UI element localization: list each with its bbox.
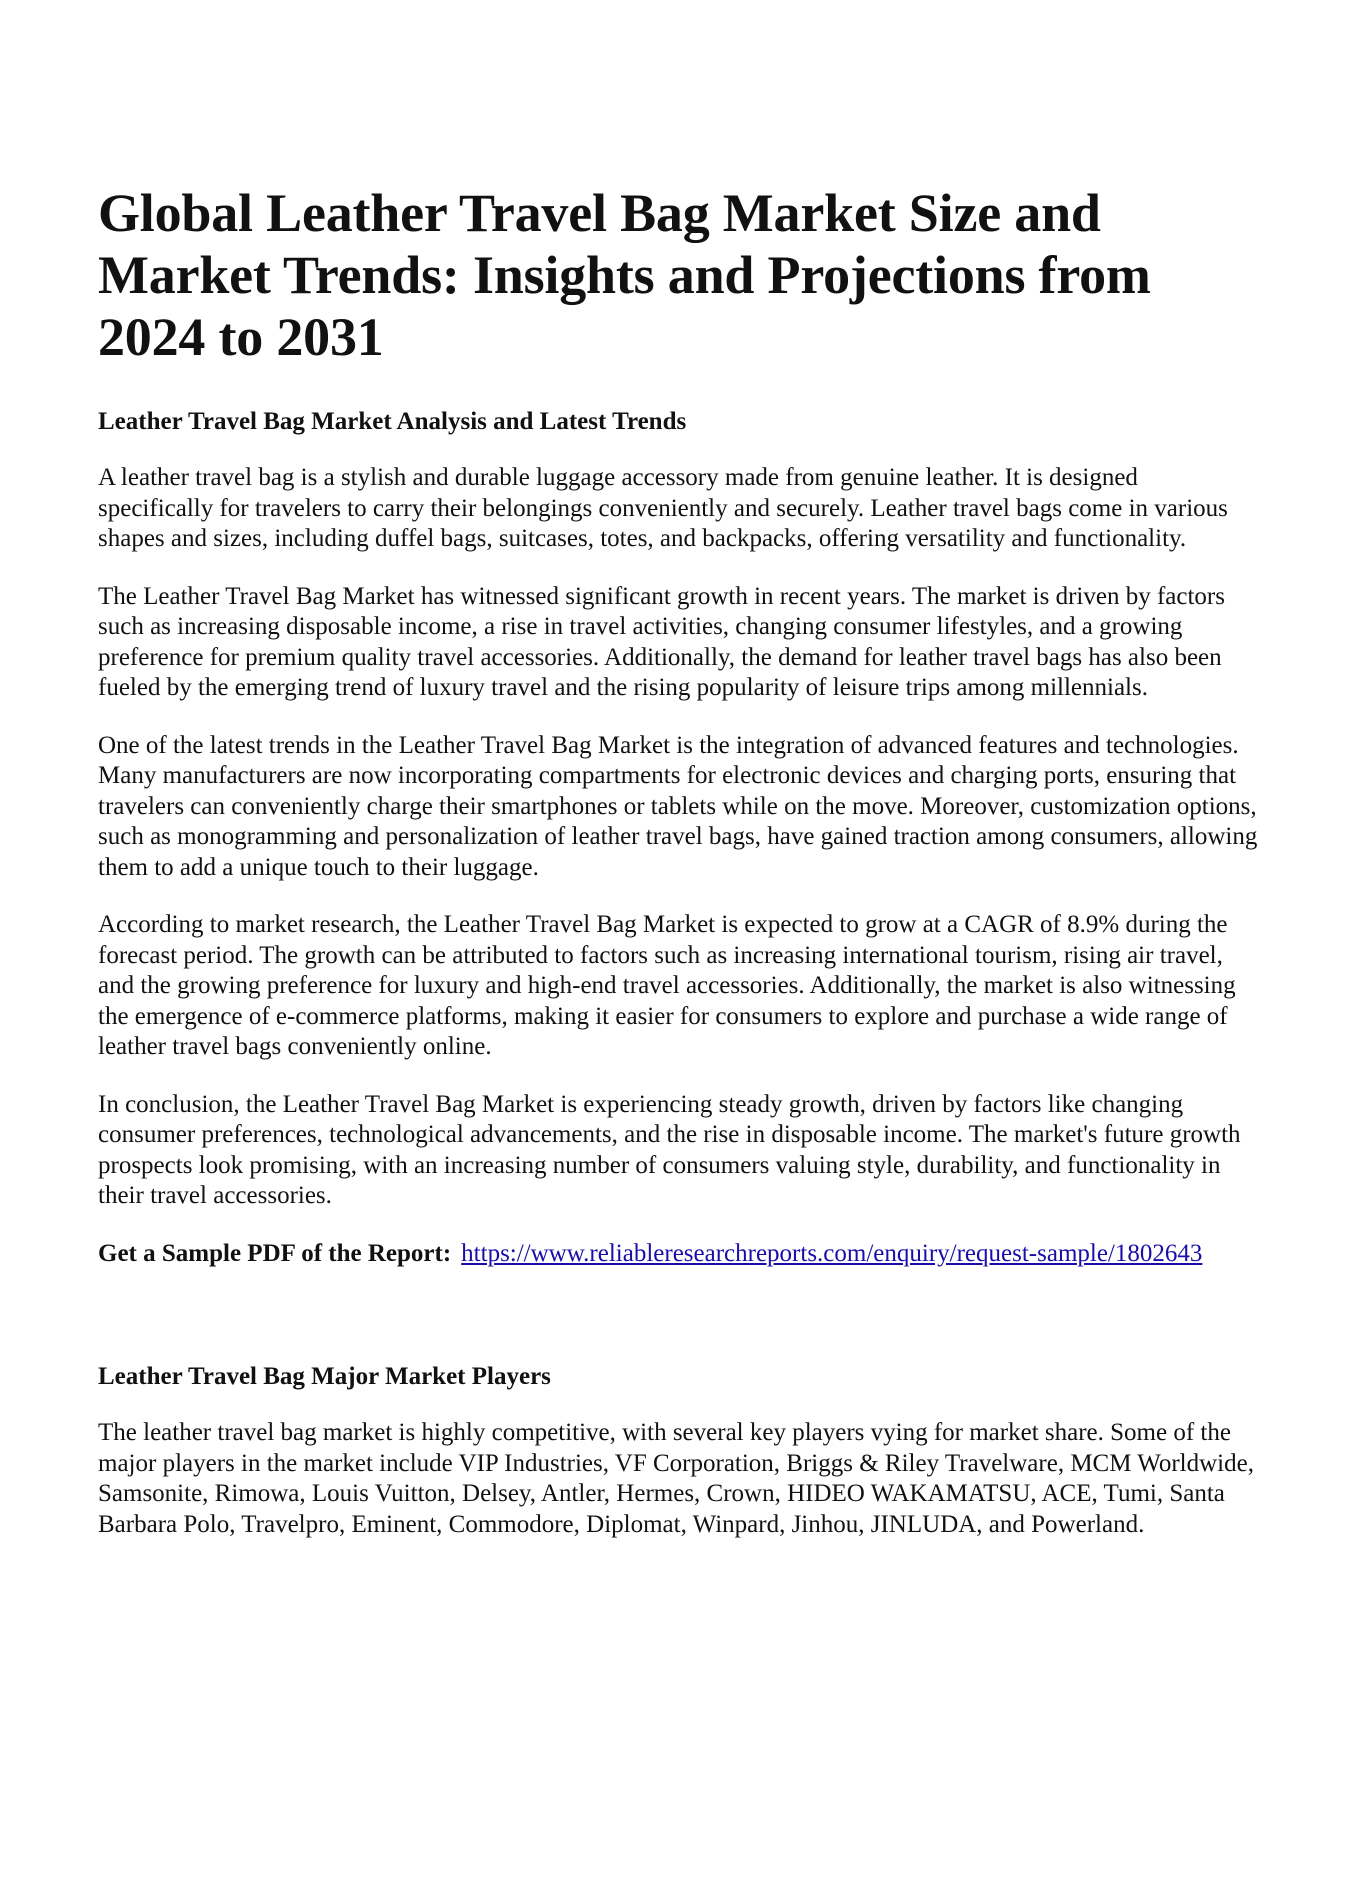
analysis-heading: Leather Travel Bag Market Analysis and Latest Trends (98, 408, 687, 435)
sample-pdf-line (98, 1239, 1258, 1270)
analysis-paragraph-4: According to market research, the Leather Travel Bag Market is expected to grow at a CAGR of 8.9% during the forecast period. The growth can be attributed to factors such as increasing international tourism, rising air travel, and the growing preference for luxury and high-end travel accessories. Additionally, the market is also witnessing the emergence of e-commerce platforms, making it easier for consumers to explore and purchase a wide range of leather travel bags conveniently online. (98, 911, 1236, 1060)
analysis-paragraph-3: One of the latest trends in the Leather Travel Bag Market is the integration of advanced features and technologies. Many manufacturers are now incorporating compartments for electronic devices and charging ports, ensuring that travelers can conveniently charge their smartphones or tablets while on the move. Moreover, customization options, such as monogramming and personalization of leather travel bags, have gained traction among consumers, allowing them to add a unique touch to their luggage. (98, 731, 1258, 881)
page-title: Global Leather Travel Bag Market Size and Market Trends: Insights and Projections from 2024 to 2031 (98, 183, 1151, 367)
players-paragraph: The leather travel bag market is highly competitive, with several key players vying for market share. Some of the major players in the market include VIP Industries, VF Corporation, Briggs & Riley Travelware, MCM Worldwide, Samsonite, Rimowa, Louis Vuitton, Delsey, Antler, Hermes, Crown, HIDEO WAKAMATSU, ACE, Tumi, Santa Barbara Polo, Travelpro, Eminent, Commodore, Diplomat, Winpard, Jinhou, JINLUDA, and Powerland. (98, 1419, 1254, 1538)
analysis-paragraph-5: In conclusion, the Leather Travel Bag Market is experiencing steady growth, driven by factors like changing consumer preferences, technological advancements, and the rise in disposable income. The market's future growth prospects look promising, with an increasing number of consumers valuing style, durability, and functionality in their travel accessories. (98, 1090, 1241, 1209)
sample-pdf-link[interactable]: https://www.reliableresearchreports.com/enquiry/request-sample/1802643 (461, 1239, 1203, 1267)
document-page (98, 182, 1258, 1567)
players-heading: Leather Travel Bag Major Market Players (98, 1363, 551, 1390)
sample-pdf-label: Get a Sample PDF of the Report: (98, 1239, 452, 1267)
analysis-paragraph-2: The Leather Travel Bag Market has witnessed significant growth in recent years. The market is driven by factors such as increasing disposable income, a rise in travel activities, changing consumer lifestyles, and a growing preference for premium quality travel accessories. Additionally, the demand for leather travel bags has also been fueled by the emerging trend of luxury travel and the rising popularity of leisure trips among millennials. (98, 582, 1225, 701)
analysis-paragraph-1: A leather travel bag is a stylish and durable luggage accessory made from genuine leather. It is designed specifically for travelers to carry their belongings conveniently and securely. Leather travel bags come in various shapes and sizes, including duffel bags, suitcases, totes, and backpacks, offering versatility and functionality. (98, 464, 1228, 552)
